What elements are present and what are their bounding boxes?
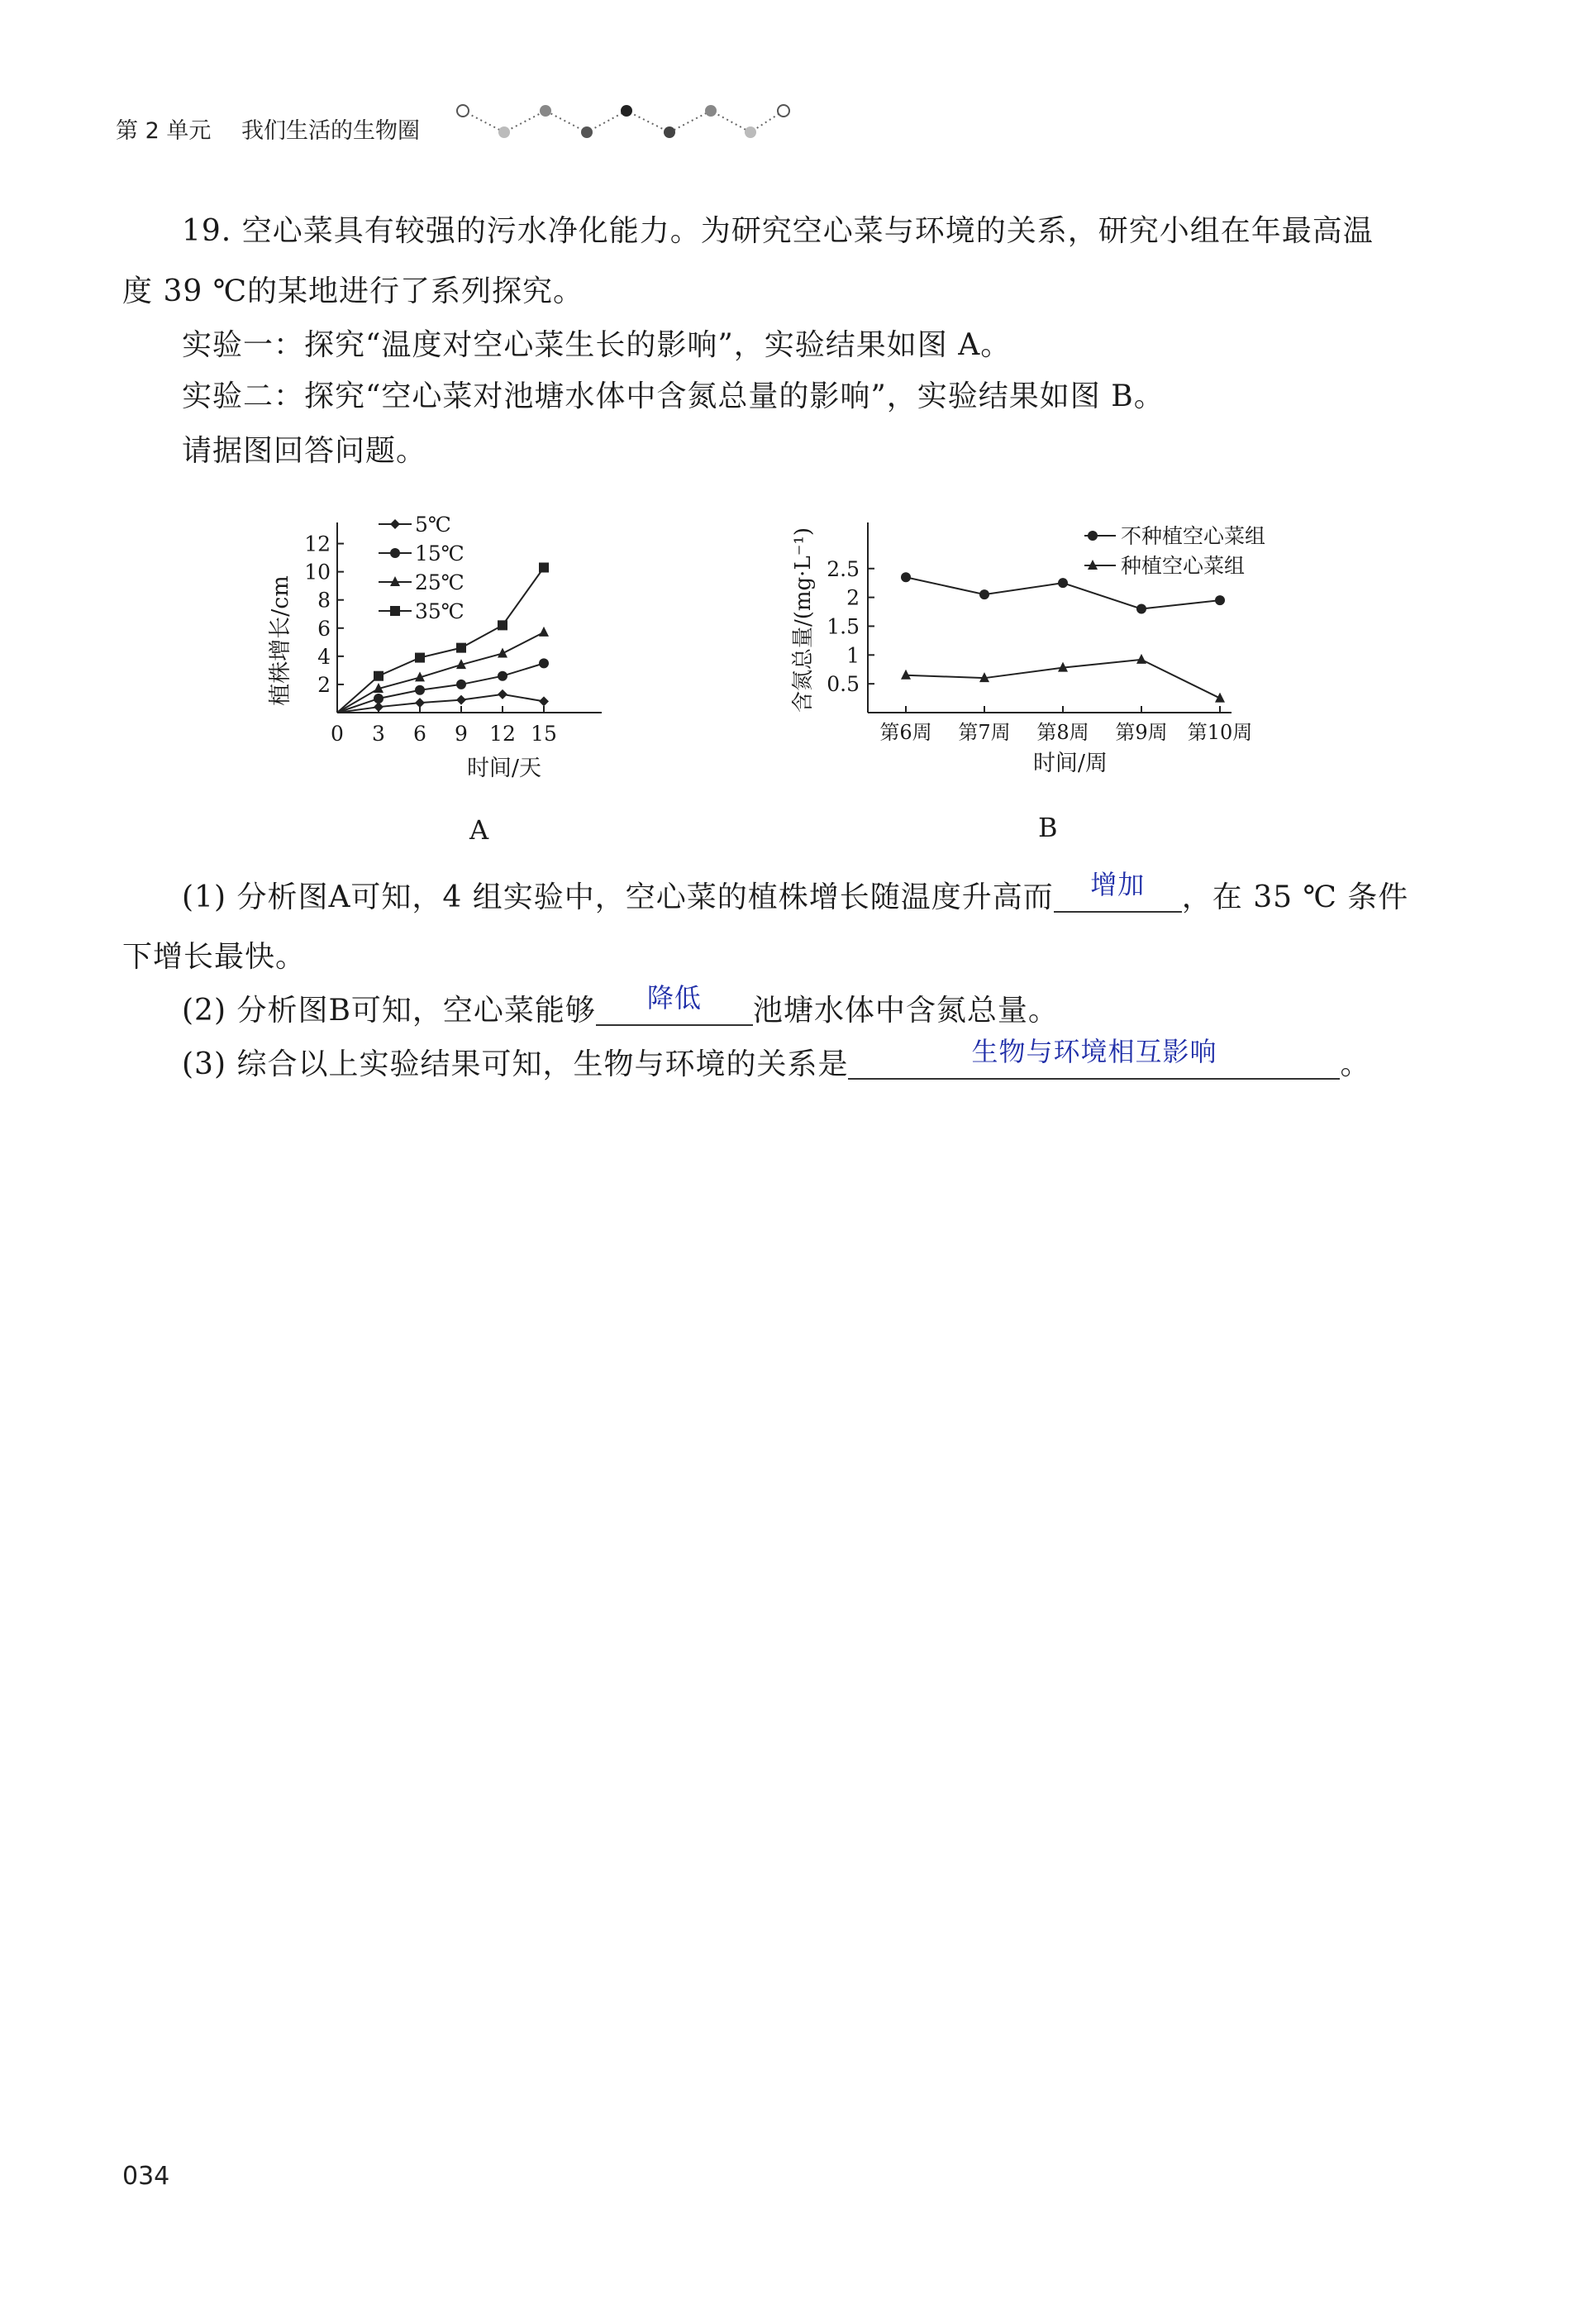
chart-a-data-point xyxy=(456,643,466,653)
chart-b-data-point xyxy=(901,572,911,582)
chart-a-legend-marker xyxy=(390,548,400,558)
experiment-two: 实验二：探究“空心菜对池塘水体中含氮总量的影响”，实验结果如图 B。 xyxy=(182,379,1165,413)
chart-b-legend-label: 不种植空心菜组 xyxy=(1121,524,1266,548)
chart-a-xlabel: 时间/天 xyxy=(466,756,542,781)
chart-b-x-tick-label: 第8周 xyxy=(1036,721,1089,744)
chart-a-data-point xyxy=(539,563,549,573)
chart-a-x-tick-label: 0 xyxy=(331,722,344,746)
chart-b-data-point xyxy=(1136,604,1146,614)
chart-a-data-point xyxy=(415,653,425,663)
chart-a-data-point xyxy=(498,647,507,657)
chart-b-y-tick-label: 1 xyxy=(846,643,860,668)
chart-a-x-tick-label: 3 xyxy=(372,722,385,746)
sub-question-1-suffix: ，在 35 ℃ 条件 xyxy=(1181,880,1409,914)
chart-b-caption: B xyxy=(1038,812,1058,843)
question-prompt: 请据图回答问题。 xyxy=(182,434,427,468)
chart-b xyxy=(785,504,1298,785)
chart-b-x-tick-label: 第10周 xyxy=(1187,721,1253,744)
chart-a-y-tick-label: 4 xyxy=(317,644,331,669)
sub-question-2-suffix: 池塘水体中含氮总量。 xyxy=(752,994,1059,1028)
chart-a-data-point xyxy=(456,680,466,689)
chart-a-series-line xyxy=(337,694,544,713)
chart-a-data-point xyxy=(415,685,425,695)
chart-a-y-tick-label: 10 xyxy=(304,560,331,584)
chart-a-caption: A xyxy=(469,814,489,846)
chart-a-data-point xyxy=(456,695,466,705)
experiment-one: 实验一：探究“温度对空心菜生长的影响”，实验结果如图 A。 xyxy=(182,328,1012,362)
chart-b-x-tick-label: 第9周 xyxy=(1115,721,1168,744)
chart-b-y-tick-label: 1.5 xyxy=(827,614,860,639)
chart-b-x-tick-label: 第6周 xyxy=(879,721,932,744)
header-decoration xyxy=(453,98,800,147)
chart-a-data-point xyxy=(539,696,549,706)
chart-b-xlabel: 时间/周 xyxy=(1032,751,1108,776)
chart-b-legend-marker xyxy=(1088,531,1098,541)
chart-b-data-point xyxy=(1058,578,1068,588)
chart-a-data-point xyxy=(498,620,507,630)
unit-label: 第 2 单元 xyxy=(116,118,212,144)
chart-a-data-point xyxy=(539,627,549,637)
chart-a-legend-label: 15℃ xyxy=(415,541,465,565)
chart-a-legend-label: 5℃ xyxy=(415,513,451,537)
chart-a-legend-marker xyxy=(390,606,400,616)
chart-a-ylabel: 植株增长/cm xyxy=(268,575,293,706)
answer-blank-1[interactable] xyxy=(1054,869,1182,913)
question-stem-line1: 19. 空心菜具有较强的污水净化能力。为研究空心菜与环境的关系，研究小组在年最高温 xyxy=(182,214,1374,248)
chart-a-data-point xyxy=(539,658,549,668)
chart-b-x-tick-label: 第7周 xyxy=(958,721,1011,744)
answer-3: 生物与环境相互影响 xyxy=(971,1036,1217,1067)
sub-question-3-text: (3) 综合以上实验结果可知，生物与环境的关系是 xyxy=(182,1047,849,1081)
chart-a-legend-label: 35℃ xyxy=(415,599,465,623)
chart-a-y-tick-label: 8 xyxy=(317,588,331,613)
chart-a-y-tick-label: 2 xyxy=(317,672,331,697)
chart-b-data-point xyxy=(901,670,911,680)
chart-a-data-point xyxy=(374,702,384,712)
chart-b-y-tick-label: 0.5 xyxy=(827,672,860,697)
chart-a-data-point xyxy=(374,694,384,704)
chart-a-legend-label: 25℃ xyxy=(415,570,465,594)
chart-a-x-tick-label: 12 xyxy=(489,722,516,746)
answer-1: 增加 xyxy=(1090,869,1146,900)
chart-b-data-point xyxy=(1215,595,1225,605)
chart-a-y-tick-label: 6 xyxy=(317,616,331,641)
chart-b-data-point xyxy=(1136,654,1146,664)
chart-a-x-tick-label: 9 xyxy=(455,722,468,746)
chart-a-data-point xyxy=(498,689,507,699)
sub-question-3-suffix: 。 xyxy=(1340,1047,1371,1081)
chart-a-data-point xyxy=(498,671,507,681)
chart-b-legend-label: 种植空心菜组 xyxy=(1121,554,1246,578)
chart-a-y-tick-label: 12 xyxy=(304,532,331,556)
chart-a-data-point xyxy=(374,671,384,681)
chart-a xyxy=(264,504,711,785)
chart-b-data-point xyxy=(979,589,989,599)
sub-question-2 xyxy=(182,982,1059,1028)
chart-a-x-tick-label: 6 xyxy=(413,722,426,746)
answer-blank-2[interactable] xyxy=(596,982,753,1026)
chart-b-ylabel: 含氮总量/(mg·L⁻¹) xyxy=(791,527,816,713)
unit-title: 我们生活的生物圈 xyxy=(241,118,420,144)
chart-b-y-tick-label: 2.5 xyxy=(827,556,860,581)
answer-2: 降低 xyxy=(646,982,702,1014)
sub-question-3 xyxy=(182,1036,1371,1081)
page-number: 034 xyxy=(122,2162,170,2191)
chart-a-data-point xyxy=(415,698,425,708)
chart-b-y-tick-label: 2 xyxy=(846,585,860,610)
answer-blank-3[interactable] xyxy=(848,1036,1340,1080)
question-stem-line2: 度 39 ℃的某地进行了系列探究。 xyxy=(122,274,584,308)
chart-a-legend-marker xyxy=(390,519,400,529)
sub-question-1-text: (1) 分析图A可知，4 组实验中，空心菜的植株增长随温度升高而 xyxy=(182,880,1054,914)
sub-question-2-text: (2) 分析图B可知，空心菜能够 xyxy=(182,994,596,1028)
sub-question-1-line2: 下增长最快。 xyxy=(122,940,307,974)
sub-question-1 xyxy=(182,869,1409,914)
chart-a-x-tick-label: 15 xyxy=(531,722,557,746)
